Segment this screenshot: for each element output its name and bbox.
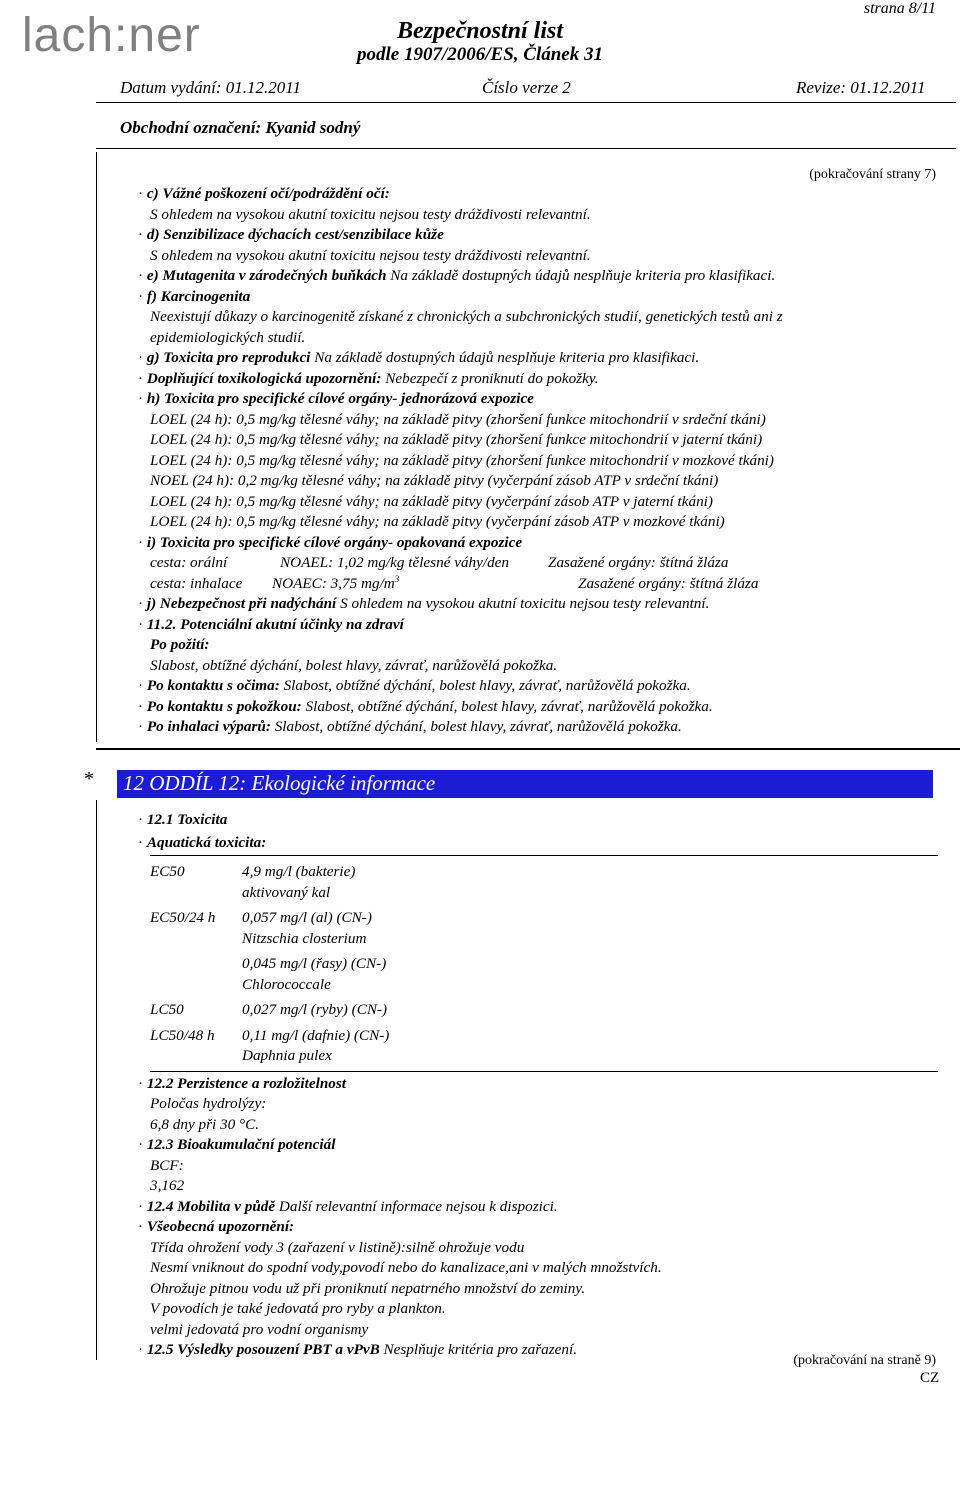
table-row (150, 908, 389, 949)
target-organ-inhalation: Zasažené orgány: štítná žláza (578, 574, 759, 592)
noaec-unit-exponent: 3 (394, 573, 400, 584)
item-d-heading: d) Senzibilizace dýchacích cest/senzibilace kůže (146, 226, 444, 243)
item-j-text: S ohledem na vysokou akutní toxicitu nejsou testy relevantní. (340, 595, 710, 612)
tox-value: 0,057 mg/l (al) (CN-) (242, 909, 372, 926)
skin-contact-text: Slabost, obtížné dýchání, bolest hlavy, závrať, narůžovělá pokožka. (305, 697, 713, 715)
item-12-5-text: Nesplňuje kritéria pro zařazení. (383, 1341, 578, 1358)
item-12-3-heading: 12.3 Bioakumulační potenciál (146, 1136, 336, 1153)
item-12-2: · 12.2 Perzistence a rozložitelnost (138, 1074, 346, 1092)
item-g: · g) Toxicita pro reprodukci Na základě dostupných údajů nesplňuje kriteria pro klasifikaci. (138, 349, 700, 366)
item-f-text-2: epidemiologických studií. (150, 328, 306, 346)
tox-organism: Nitzschia closterium (242, 929, 367, 947)
bcf-value: 3,162 (150, 1177, 185, 1194)
item-12-5: · 12.5 Výsledky posouzení PBT a vPvB Nesplňuje kritéria pro zařazení. (138, 1341, 578, 1358)
aquatic-heading: Aquatická toxicita: (146, 833, 267, 851)
general-line: Třída ohrožení vody 3 (zařazení v listině):silně ohrožuje vodu (150, 1238, 525, 1256)
item-12-4-text: Další relevantní informace nejsou k dispozici. (278, 1197, 558, 1215)
tox-value: 0,045 mg/l (řasy) (CN-) (242, 955, 387, 972)
item-i-heading: i) Toxicita pro specifické cílové orgány- opakovaná expozice (146, 533, 523, 551)
section11-side-line (96, 152, 97, 742)
table-row (150, 862, 389, 903)
section12-side-line (96, 800, 97, 1360)
language-code: CZ (920, 1370, 940, 1386)
tox-key: EC50/24 h (150, 909, 216, 926)
route-inhalation: cesta: inhalace (150, 574, 243, 592)
item-d: · d) Senzibilizace dýchacích cest/senzibilace kůže (138, 226, 444, 243)
tox-value: 0,027 mg/l (ryby) (CN-) (242, 1001, 388, 1018)
trade-name-divider (96, 148, 956, 149)
general-line: Nesmí vniknout do spodní vody,povodí nebo do kanalizace,ani v malých množstvích. (150, 1259, 662, 1276)
version-number: Číslo verze 2 (482, 78, 571, 97)
item-h-line: LOEL (24 h): 0,5 mg/kg tělesné váhy; na základě pitvy (vyčerpání zásob ATP v mozkové tkáni) (150, 513, 725, 530)
item-12-2-heading: 12.2 Perzistence a rozložitelnost (146, 1074, 346, 1092)
item-j-heading: j) Nebezpečnost při nadýchání (146, 595, 337, 612)
issue-date: Datum vydání: 01.12.2011 (120, 78, 301, 97)
company-logo: lach:ner (22, 9, 201, 62)
item-f: · f) Karcinogenita (138, 287, 251, 305)
hydrolysis-value: 6,8 dny při 30 °C. (150, 1115, 260, 1133)
item-i: · i) Toxicita pro specifické cílové orgány- opakovaná expozice (138, 533, 523, 551)
item-c-text: S ohledem na vysokou akutní toxicitu nejsou testy dráždivosti relevantní. (150, 205, 591, 223)
item-general: · Všeobecná upozornění: (138, 1218, 295, 1235)
item-i-row-oral (138, 553, 938, 574)
target-organ-oral: Zasažené orgány: štítná žláza (548, 554, 729, 571)
item-h: · h) Toxicita pro specifické cílové orgány- jednorázová expozice (138, 390, 534, 407)
aquatic-table-bottom-rule (150, 1071, 938, 1072)
item-12-4-heading: 12.4 Mobilita v půdě (146, 1197, 276, 1215)
trade-name: Obchodní označení: Kyanid sodný (120, 118, 361, 137)
tox-value: 0,11 mg/l (dafnie) (CN-) (242, 1026, 390, 1044)
item-c-heading: c) Vážné poškození očí/podráždění očí: (146, 185, 390, 202)
section-separator (96, 748, 960, 750)
aquatic-toxicity-table (150, 862, 389, 1067)
eye-contact-text: Slabost, obtížné dýchání, bolest hlavy, závrať, narůžovělá pokožka. (283, 677, 691, 694)
tox-organism: Chlorococcale (242, 975, 331, 993)
continued-from: (pokračování strany 7) (809, 167, 936, 182)
item-11-2: · 11.2. Potenciální akutní účinky na zdraví (138, 615, 404, 633)
item-e-heading: e) Mutagenita v zárodečných buňkách (146, 267, 387, 284)
skin-contact-heading: Po kontaktu s pokožkou: (146, 697, 302, 715)
item-f-text-1: Neexistují důkazy o karcinogenitě získané z chronických a subchronických studií, genetických testů ani z (150, 308, 783, 325)
tox-value: 4,9 mg/l (bakterie) (242, 863, 356, 880)
item-12-1: · 12.1 Toxicita (138, 811, 228, 828)
section12-body (138, 810, 938, 1361)
table-row (150, 1000, 389, 1021)
general-line: Ohrožuje pitnou vodu už při proniknutí nepatrného množství do zeminy. (150, 1279, 586, 1297)
tox-key: LC50/48 h (150, 1026, 215, 1044)
revision-date: Revize: 01.12.2011 (796, 78, 926, 97)
hydrolysis-label: Poločas hydrolýzy: (150, 1095, 267, 1112)
section-12-title: 12 ODDÍL 12: Ekologické informace (123, 771, 436, 795)
general-line: velmi jedovatá pro vodní organismy (150, 1320, 369, 1338)
item-skin-contact: · Po kontaktu s pokožkou: Slabost, obtížné dýchání, bolest hlavy, závrať, narůžovělá pokožka. (138, 697, 713, 715)
item-h-line: NOEL (24 h): 0,2 mg/kg tělesné váhy; na základě pitvy (vyčerpání zásob ATP v srdeční tkáni) (150, 472, 719, 489)
general-line: V povodích je také jedovatá pro ryby a plankton. (150, 1300, 446, 1317)
item-12-3: · 12.3 Bioakumulační potenciál (138, 1136, 336, 1153)
general-heading: Všeobecná upozornění: (146, 1218, 295, 1235)
page-number: strana 8/11 (863, 0, 936, 17)
item-e: · e) Mutagenita v zárodečných buňkách Na základě dostupných údajů nesplňuje kriteria pro klasifikaci. (138, 267, 776, 284)
document-subtitle: podle 1907/2006/ES, Článek 31 (357, 44, 603, 65)
item-c: · c) Vážné poškození očí/podráždění očí: (138, 185, 390, 202)
continued-to: (pokračování na straně 9) (793, 1353, 936, 1368)
item-11-2-heading: 11.2. Potenciální akutní účinky na zdraví (146, 615, 404, 633)
item-12-4: · 12.4 Mobilita v půdě Další relevantní informace nejsou k dispozici. (138, 1197, 558, 1215)
item-d-text: S ohledem na vysokou akutní toxicitu nejsou testy dráždivosti relevantní. (150, 246, 591, 264)
inhalation-heading: Po inhalaci výparů: (146, 718, 271, 735)
table-row (150, 1026, 389, 1067)
change-marker: * (84, 768, 94, 790)
aquatic-table-top-rule (150, 855, 938, 856)
item-f-heading: f) Karcinogenita (146, 287, 251, 305)
table-row (150, 954, 389, 995)
noael-value: NOAEL: 1,02 mg/kg tělesné váhy/den (280, 554, 510, 571)
ingestion-heading: Po požití: (150, 636, 210, 653)
tox-key (150, 954, 242, 995)
tox-organism: aktivovaný kal (242, 883, 331, 901)
ingestion-text: Slabost, obtížné dýchání, bolest hlavy, závrať, narůžovělá pokožka. (150, 656, 558, 674)
item-e-text: Na základě dostupných údajů nesplňuje kriteria pro klasifikaci. (390, 267, 776, 284)
bcf-label: BCF: (150, 1156, 184, 1174)
item-j: · j) Nebezpečnost při nadýchání S ohledem na vysokou akutní toxicitu nejsou testy relevantní. (138, 595, 710, 612)
section11-body (138, 184, 938, 738)
header-divider (96, 102, 956, 103)
item-i-row-inhalation (138, 574, 938, 595)
item-h-line: LOEL (24 h): 0,5 mg/kg tělesné váhy; na základě pitvy (zhoršení funkce mitochondrií v srdeční tkáni) (150, 410, 766, 428)
route-oral: cesta: orální (150, 554, 228, 571)
item-additional-text: Nebezpečí z proniknutí do pokožky. (385, 369, 599, 387)
tox-organism: Daphnia pulex (242, 1047, 332, 1064)
eye-contact-heading: Po kontaktu s očima: (146, 677, 280, 694)
item-additional-heading: Doplňující toxikologická upozornění: (146, 369, 382, 387)
item-h-line: LOEL (24 h): 0,5 mg/kg tělesné váhy; na základě pitvy (vyčerpání zásob ATP v jaterní tkáni) (150, 492, 713, 510)
tox-key: LC50 (150, 1001, 184, 1018)
item-h-heading: h) Toxicita pro specifické cílové orgány- jednorázová expozice (146, 390, 534, 407)
item-h-line: LOEL (24 h): 0,5 mg/kg tělesné váhy; na základě pitvy (zhoršení funkce mitochondrií v mozkové tkáni) (150, 451, 774, 469)
item-h-line: LOEL (24 h): 0,5 mg/kg tělesné váhy; na základě pitvy (zhoršení funkce mitochondrií v jaterní tkáni) (150, 431, 763, 448)
item-aquatic: · Aquatická toxicita: (138, 833, 267, 851)
item-12-5-heading: 12.5 Výsledky posouzení PBT a vPvB (146, 1341, 380, 1358)
item-eye-contact: · Po kontaktu s očima: Slabost, obtížné dýchání, bolest hlavy, závrať, narůžovělá pokožka. (138, 677, 691, 694)
item-g-heading: g) Toxicita pro reprodukci (146, 349, 311, 366)
item-12-1-heading: 12.1 Toxicita (146, 811, 228, 828)
noaec-value: NOAEC: 3,75 mg/m (272, 574, 395, 592)
inhalation-text: Slabost, obtížné dýchání, bolest hlavy, závrať, narůžovělá pokožka. (274, 718, 682, 735)
item-inhalation: · Po inhalaci výparů: Slabost, obtížné dýchání, bolest hlavy, závrať, narůžovělá pokožka. (138, 718, 682, 735)
tox-key: EC50 (150, 863, 185, 880)
item-additional: · Doplňující toxikologická upozornění: Nebezpečí z proniknutí do pokožky. (138, 369, 599, 387)
document-title: Bezpečnostní list (396, 18, 564, 44)
item-g-text: Na základě dostupných údajů nesplňuje kriteria pro klasifikaci. (314, 349, 700, 366)
